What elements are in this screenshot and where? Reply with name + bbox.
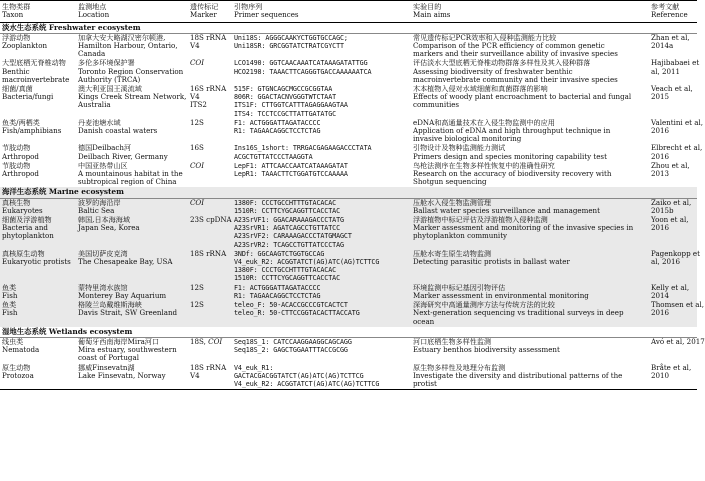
- cell-reference-line: al, 2011: [651, 66, 681, 76]
- cell-aims-line: ocean: [413, 316, 435, 326]
- cell-aims: [411, 33, 649, 59]
- cell-reference-line: Kelly et al,: [651, 282, 690, 292]
- table-row: [0, 216, 697, 250]
- cell-primers: [232, 144, 411, 161]
- cell-aims-line: eDNA和高通量技术在入侵生物监测中的应用: [413, 117, 555, 127]
- cell-location: [76, 144, 188, 161]
- cell-location-line: 中国亚热带山区: [78, 160, 128, 170]
- cell-primers-line: Seq18S_1: CATCCAAGGAAGGCAGCAGG: [234, 337, 352, 346]
- cell-taxon-line: 原生动物: [2, 362, 31, 372]
- cell-reference: [649, 284, 697, 301]
- cell-primers-line: 1510R: CCTTCYGCAGGTTCACCTAC: [234, 206, 341, 215]
- table-body: [0, 22, 705, 390]
- cell-location-line: A mountainous habitat in the: [78, 169, 183, 179]
- cell-aims-line: communities: [413, 100, 460, 110]
- cell-reference: [649, 248, 700, 284]
- cell-reference-line: 2014a: [651, 41, 674, 50]
- header-marker: 遗传标记 Marker: [190, 2, 219, 20]
- cell-primers-line: R1: TAGAACAGGCTCCTCTAG: [234, 291, 321, 300]
- cell-aims: [411, 284, 649, 301]
- cell-reference: [649, 364, 697, 390]
- cell-aims-line: Detecting parasitic protists in ballast water: [413, 257, 570, 267]
- cell-primers-line: LepR1: TAAACTTCTGGATGTCCAAAAA: [234, 170, 348, 179]
- cell-primers-line: Ins16S_1short: TRRGACGAGAAGACCCTATA: [234, 144, 372, 153]
- cell-reference-line: 2010: [651, 370, 670, 380]
- cell-location: [76, 337, 188, 363]
- cell-taxon-line: Zooplankton: [2, 41, 48, 50]
- cell-aims: [411, 250, 649, 284]
- cell-primers-line: V4_euk_R2: ACGGTATCT(AG)ATC(AG)TCTTCG: [234, 379, 380, 388]
- header-location: 监测地点 Location: [78, 2, 110, 20]
- cell-primers-line: ITS4: TCCTCCGCTTATTGATATGC: [234, 109, 337, 118]
- cell-location-line: coast of Portugal: [78, 353, 139, 363]
- cell-location: [76, 250, 188, 284]
- cell-location: [76, 162, 188, 188]
- cell-marker-line: V4: [190, 41, 200, 50]
- cell-aims-line: Ballast water species surveillance and management: [413, 205, 600, 215]
- cell-taxon-line: 线虫类: [2, 336, 24, 346]
- cell-location-line: Toronto Region Conservation: [78, 66, 184, 76]
- table-row: [0, 250, 697, 284]
- cell-primers-line: teleo_R: 50-CTTCCGGTACACTTACCATG: [234, 309, 360, 318]
- cell-aims-line: Shotgun sequencing: [413, 177, 487, 187]
- cell-reference-line: 2016: [651, 126, 670, 136]
- cell-primers: [232, 59, 411, 85]
- cell-marker-line: V4: [190, 92, 200, 102]
- cell-aims: [411, 337, 649, 363]
- table-header-row: [0, 1, 697, 23]
- cell-location-line: Mira estuary, southwestern: [78, 345, 177, 355]
- cell-reference: [649, 300, 705, 327]
- cell-primers: [232, 284, 411, 301]
- cell-primers-line: ITS1F: CTTGGTCATTTAGAGGAAGTAA: [234, 101, 348, 110]
- cell-reference-line: Avó et al, 2017: [651, 336, 705, 346]
- cell-location: [76, 284, 188, 301]
- table-row: [0, 364, 697, 390]
- table-row: [0, 59, 697, 85]
- cell-aims-line: Comparison of the PCR efficiency of common genetic: [413, 41, 605, 50]
- cell-aims-line: 压舱水入侵生物监测管理: [413, 197, 492, 207]
- cell-aims-line: 木本植物入侵对水域细菌和真菌群落的影响: [413, 84, 548, 94]
- cell-location-line: Hamilton Harbour, Ontario,: [78, 41, 178, 50]
- cell-aims-line: Marker assessment in environmental monitoring: [413, 290, 589, 300]
- cell-location: [76, 198, 188, 216]
- cell-reference-line: Yoon et al,: [651, 215, 689, 225]
- cell-aims: [411, 198, 649, 216]
- cell-reference-line: Zhou et al,: [651, 160, 690, 170]
- cell-taxon-line: Fish: [2, 290, 18, 300]
- table-row: [0, 301, 697, 327]
- cell-marker: [188, 85, 232, 119]
- section-title: 湿地生态系统 Wetlands ecosystem: [0, 327, 697, 338]
- cell-aims: [411, 301, 649, 327]
- cell-location-line: Japan Sea, Korea: [78, 223, 140, 233]
- cell-aims-line: 常见遗传标记PCR效率和入侵种监测能力比较: [413, 32, 557, 42]
- cell-taxon: [0, 162, 76, 188]
- cell-taxon-line: Bacteria/fungi: [2, 92, 54, 102]
- header-reference: 参考文献 Reference: [651, 2, 688, 20]
- cell-location-line: 美国切萨皮克湾: [78, 248, 128, 258]
- cell-reference: [649, 198, 697, 216]
- cell-primers-line: V4_euk_R2: ACGGTATCT(AG)ATC(AG)TCTTCG: [234, 258, 380, 267]
- cell-marker-line: V4: [190, 370, 200, 380]
- cell-taxon-line: phytoplankton: [2, 231, 54, 241]
- cell-location: [76, 59, 188, 85]
- cell-primers-line: F1: ACTGGGATTAGATACCCC: [234, 283, 321, 292]
- cell-reference-line: Valentini et al,: [651, 117, 704, 127]
- cell-aims-line: Effects of woody plant encroachment to bacterial and fungal: [413, 92, 632, 102]
- cell-aims-line: macroinvertebrate community and their invasive species: [413, 74, 618, 84]
- cell-location-line: 澳大利亚国王溪流域: [78, 84, 142, 94]
- cell-location-line: Lake Finsevatn, Norway: [78, 370, 166, 380]
- cell-marker: [188, 198, 232, 216]
- cell-primers-line: 515F: GTGNCAGCMGCCGCGGTAA: [234, 85, 333, 94]
- cell-taxon-line: macroinvertebrate: [2, 74, 70, 84]
- cell-primers-line: A23SrVF1: GGACARAAAGACCCTATG: [234, 216, 344, 225]
- cell-marker-line: 18S rRNA: [190, 32, 227, 42]
- cell-aims-line: markers and their surveillance ability of invasive species: [413, 49, 618, 59]
- cell-primers-line: teleo_F: 50-ACACCGCCCGTCACTCT: [234, 301, 348, 310]
- cell-aims-line: Assessing biodiversity of freshwater benthic: [413, 66, 573, 76]
- cell-primers: [232, 162, 411, 188]
- cell-location-line: 韩国,日本海海域: [78, 215, 130, 225]
- cell-aims: [411, 85, 649, 119]
- cell-reference-line: 2015b: [651, 205, 674, 215]
- cell-primers-line: V4_euk_R1:: [234, 363, 274, 372]
- cell-primers-line: A23SrVR1: AGATCAGCCTGTTATCC: [234, 224, 341, 233]
- cell-reference: [649, 58, 700, 85]
- cell-location-line: 挪威Finsevatn湖: [78, 362, 135, 372]
- cell-aims-line: Application of eDNA and high throughput technique in: [413, 126, 611, 136]
- table-row: [0, 337, 697, 363]
- table-row: [0, 198, 697, 216]
- cell-marker: [188, 364, 232, 390]
- cell-reference-line: 2016: [651, 151, 670, 161]
- cell-taxon: [0, 364, 76, 390]
- cell-primers-line: Uni18S: AGGGCAAKYCTGGTGCCAGC;: [234, 33, 348, 42]
- cell-primers: [232, 337, 411, 363]
- cell-reference-line: Bråte et al,: [651, 362, 692, 372]
- cell-location-line: The Chesapeake Bay, USA: [78, 257, 173, 267]
- cell-location-line: Davis Strait, SW Greenland: [78, 308, 178, 318]
- cell-location-line: 葡萄牙西南海岸Mira河口: [78, 336, 159, 346]
- cell-taxon: [0, 144, 76, 161]
- cell-aims-line: Research on the accuracy of biodiversity recovery with: [413, 169, 612, 179]
- cell-taxon-line: 细菌及浮游植物: [2, 215, 52, 225]
- cell-aims-line: 引物设计及物种监测能力测试: [413, 143, 506, 153]
- cell-marker-line: 12S: [190, 300, 204, 310]
- cell-aims: [411, 59, 649, 85]
- cell-taxon-line: 细菌/真菌: [2, 84, 33, 94]
- cell-taxon: [0, 284, 76, 301]
- cell-location-line: Canada: [78, 49, 106, 59]
- cell-marker-line: 16S rRNA: [190, 84, 227, 94]
- cell-taxon-line: 节肢动物: [2, 160, 31, 170]
- cell-primers-line: F1: ACTGGGATTAGATACCCC: [234, 118, 321, 127]
- cell-taxon-line: 真核生物: [2, 197, 31, 207]
- cell-primers-line: 1380F: CCCTGCCHTTTGTACACAC: [234, 266, 337, 275]
- cell-reference-line: 2016: [651, 308, 670, 318]
- cell-marker-line: COI: [190, 197, 205, 207]
- cell-marker-line: 12S: [190, 117, 204, 127]
- cell-taxon: [0, 216, 76, 250]
- cell-location-line: Monterey Bay Aquarium: [78, 290, 167, 300]
- section-title: 海洋生态系统 Marine ecosystem: [0, 187, 697, 198]
- cell-reference-line: Elbrecht et al,: [651, 143, 703, 153]
- cell-taxon-line: Arthropod: [2, 151, 39, 161]
- cell-primers: [232, 119, 411, 145]
- cell-aims-line: protist: [413, 378, 437, 388]
- header-aims: 实验目的 Main aims: [413, 2, 451, 20]
- cell-reference-line: Hajibabaei et: [651, 58, 700, 68]
- cell-location: [76, 33, 188, 59]
- cell-aims-line: 浮游植物中标记评估及浮游植物入侵种监测: [413, 215, 548, 225]
- cell-reference-line: 2013: [651, 169, 670, 179]
- cell-primers-line: 1510R: CCTTCYGCAGGTTCACCTAC: [234, 274, 341, 283]
- cell-aims-line: 评估淡水大型底栖无脊椎动物群落多样性及其入侵种群落: [413, 58, 591, 68]
- cell-location-line: Australia: [78, 100, 111, 110]
- table-row: [0, 162, 697, 188]
- cell-primers: [232, 364, 411, 390]
- cell-taxon: [0, 198, 76, 216]
- cell-reference: [649, 336, 705, 363]
- section-header: [0, 327, 697, 338]
- cell-aims-line: phytoplankton community: [413, 231, 508, 241]
- cell-marker: [188, 59, 232, 85]
- cell-marker: [188, 162, 232, 188]
- cell-taxon: [0, 301, 76, 327]
- cell-aims-line: Next-generation sequencing vs traditional surveys in deep: [413, 308, 624, 318]
- cell-marker: [188, 301, 232, 327]
- cell-aims-line: 河口底栖生物多样性监测: [413, 336, 492, 346]
- cell-primers-line: R1: TAGAACAGGCTCCTCTAG: [234, 127, 321, 136]
- cell-taxon-line: 鱼类: [2, 300, 17, 310]
- cell-primers-line: LepF1: ATTCAACCAATCATAAAGATAT: [234, 161, 348, 170]
- cell-marker: [188, 216, 232, 250]
- cell-taxon-line: 真核原生动物: [2, 248, 45, 258]
- cell-primers-line: ACGCTGTTATCCCTAAGGTA: [234, 152, 313, 161]
- cell-taxon-line: 浮游动物: [2, 32, 31, 42]
- cell-taxon-line: 大型底栖无脊椎动物: [2, 58, 66, 68]
- cell-reference-line: Pagenkopp et: [651, 248, 700, 258]
- cell-reference-line: Thomsen et al,: [651, 300, 705, 310]
- cell-marker-line: 18S rRNA: [190, 248, 227, 258]
- cell-marker: [188, 250, 232, 284]
- cell-marker-line: COI: [190, 160, 205, 170]
- cell-primers: [232, 301, 411, 327]
- cell-taxon-line: 节肢动物: [2, 143, 31, 153]
- cell-aims-line: 环境监测中标记基因引物评估: [413, 282, 506, 292]
- cell-primers-line: Uni18SR: GRCGGTATCTRATCGYCTT: [234, 42, 344, 50]
- cell-primers-line: LCO1490: GGTCAACAAATCATAAAGATATTGG: [234, 59, 368, 68]
- cell-reference-line: al, 2016: [651, 257, 681, 267]
- cell-marker-line: 16S: [190, 143, 204, 153]
- cell-reference: [649, 85, 697, 119]
- cell-marker: [188, 33, 232, 59]
- cell-aims-line: 原生物多样性及地理分布监测: [413, 362, 506, 372]
- cell-reference: [649, 117, 704, 145]
- cell-location-line: subtropical region of China: [78, 177, 177, 187]
- cell-taxon-line: Benthic: [2, 66, 30, 76]
- cell-location-line: 波罗的海沿岸: [78, 197, 121, 207]
- cell-primers-line: 806R: GGACTACNVGGGTWTCTAAT: [234, 93, 337, 102]
- cell-aims-line: 深海研究中高通量测序方法与传统方法的比较: [413, 300, 555, 310]
- table-row: [0, 144, 697, 161]
- section-title: 淡水生态系统 Freshwater ecosystem: [0, 22, 697, 33]
- cell-marker-line: 18S rRNA: [190, 362, 227, 372]
- cell-taxon: [0, 337, 76, 363]
- cell-aims: [411, 216, 649, 250]
- cell-location-line: 丹麦池塘水域: [78, 117, 121, 127]
- cell-primers-line: A23SrVR2: TCAGCCTGTTATCCCTAG: [234, 240, 344, 249]
- cell-reference: [649, 216, 697, 250]
- cell-aims: [411, 119, 649, 145]
- cell-aims-line: Primers design and species monitoring capability test: [413, 151, 607, 161]
- cell-taxon-line: Protozoa: [2, 370, 34, 380]
- cell-location-line: 多伦多环境保护署: [78, 58, 135, 68]
- cell-aims-line: invasive biological monitoring: [413, 134, 522, 144]
- header-primers: 引物序列 Primer sequences: [234, 2, 299, 20]
- cell-primers-line: 3NDf: GGCAAGTCTGGTGCCAG: [234, 249, 325, 258]
- cell-aims-line: 鸟枪法测序在生物多样性恢复中的准确性研究: [413, 160, 555, 170]
- cell-location: [76, 119, 188, 145]
- cell-location: [76, 301, 188, 327]
- cell-location-line: 加拿大安大略湖汉密尔顿港,: [78, 32, 166, 42]
- cell-taxon-line: 鱼类/两栖类: [2, 117, 40, 127]
- cell-location-line: Baltic Sea: [78, 205, 115, 215]
- cell-location-line: Kings Creek Stream Network,: [78, 92, 187, 102]
- table-row: [0, 33, 697, 59]
- cell-primers: [232, 33, 411, 59]
- cell-taxon-line: Fish/amphibians: [2, 126, 62, 136]
- cell-taxon: [0, 85, 76, 119]
- cell-marker-line: 12S: [190, 282, 204, 292]
- cell-taxon-line: Arthropod: [2, 169, 39, 179]
- cell-primers-line: 1380F: CCCTGCCHTTTGTACACAC: [234, 198, 337, 207]
- cell-reference: [649, 33, 697, 59]
- cell-location-line: Deilbach River, Germany: [78, 151, 168, 161]
- cell-aims-line: Estuary benthos biodiversity assessment: [413, 345, 560, 355]
- cell-taxon-line: Eukaryotic protists: [2, 257, 71, 267]
- cell-location-line: Authority (TRCA): [78, 74, 141, 84]
- cell-location: [76, 216, 188, 250]
- cell-marker-line: 23S cpDNA: [190, 215, 232, 225]
- cell-taxon: [0, 250, 76, 284]
- cell-marker-line: 18S, COI: [190, 336, 223, 346]
- table-row: [0, 284, 697, 301]
- cell-primers: [232, 85, 411, 119]
- cell-taxon-line: 鱼类: [2, 282, 17, 292]
- cell-marker-line: COI: [190, 58, 205, 68]
- cell-aims-line: Marker assessment and monitoring of the invasive species in: [413, 223, 634, 233]
- cell-primers-line: GACTACGACGGTATCT(AG)ATC(AG)TCTTCG: [234, 371, 364, 380]
- cell-primers-line: HCO2198: TAAACTTCAGGGTGACCAAAAAATCA: [234, 67, 372, 76]
- table-row: [0, 119, 697, 145]
- cell-marker-line: ITS2: [190, 100, 207, 110]
- cell-aims-line: Investigate the diversity and distributional patterns of the: [413, 370, 623, 380]
- cell-reference-line: Zaiko et al,: [651, 197, 692, 207]
- cell-primers: [232, 198, 411, 216]
- cell-marker: [188, 144, 232, 161]
- cell-marker: [188, 284, 232, 301]
- cell-taxon: [0, 59, 76, 85]
- cell-taxon-line: Bacteria and: [2, 223, 48, 233]
- cell-primers: [232, 250, 411, 284]
- section-header: [0, 22, 697, 33]
- cell-location: [76, 85, 188, 119]
- cell-primers: [232, 216, 411, 250]
- cell-location-line: 蒙特里湾水族馆: [78, 282, 128, 292]
- cell-reference-line: Zhan et al,: [651, 32, 690, 42]
- cell-reference-line: 2015: [651, 92, 670, 102]
- cell-aims: [411, 162, 649, 188]
- cell-location-line: 格陵兰岛戴维斯海峡: [78, 300, 142, 310]
- cell-aims: [411, 364, 649, 390]
- table-row: [0, 85, 697, 119]
- cell-primers-line: Seq18S_2: GAGCTGGAATTTACCGCGG: [234, 346, 348, 355]
- cell-reference-line: 2014: [651, 290, 670, 300]
- cell-location-line: 德国Deilbach河: [78, 143, 132, 153]
- cell-reference: [649, 143, 703, 161]
- cell-reference: [649, 162, 697, 188]
- section-header: [0, 187, 697, 198]
- cell-taxon-line: Fish: [2, 308, 18, 318]
- cell-taxon: [0, 33, 76, 59]
- cell-taxon-line: Nematoda: [2, 345, 40, 355]
- cell-aims-line: 压舱水寄生原生动物监测: [413, 248, 492, 258]
- cell-taxon: [0, 119, 76, 145]
- cell-reference-line: Veach et al,: [651, 84, 693, 94]
- cell-taxon-line: Eukaryotes: [2, 205, 43, 215]
- cell-location: [76, 364, 188, 390]
- header-taxon: 生物类群 Taxon: [2, 2, 31, 20]
- cell-marker: [188, 337, 232, 363]
- cell-aims: [411, 144, 649, 161]
- cell-primers-line: A23SrVF2: CARAAAGACCCTATGMAGCT: [234, 232, 352, 241]
- cell-reference-line: 2016: [651, 223, 670, 233]
- cell-location-line: Danish coastal waters: [78, 126, 158, 136]
- cell-marker: [188, 119, 232, 145]
